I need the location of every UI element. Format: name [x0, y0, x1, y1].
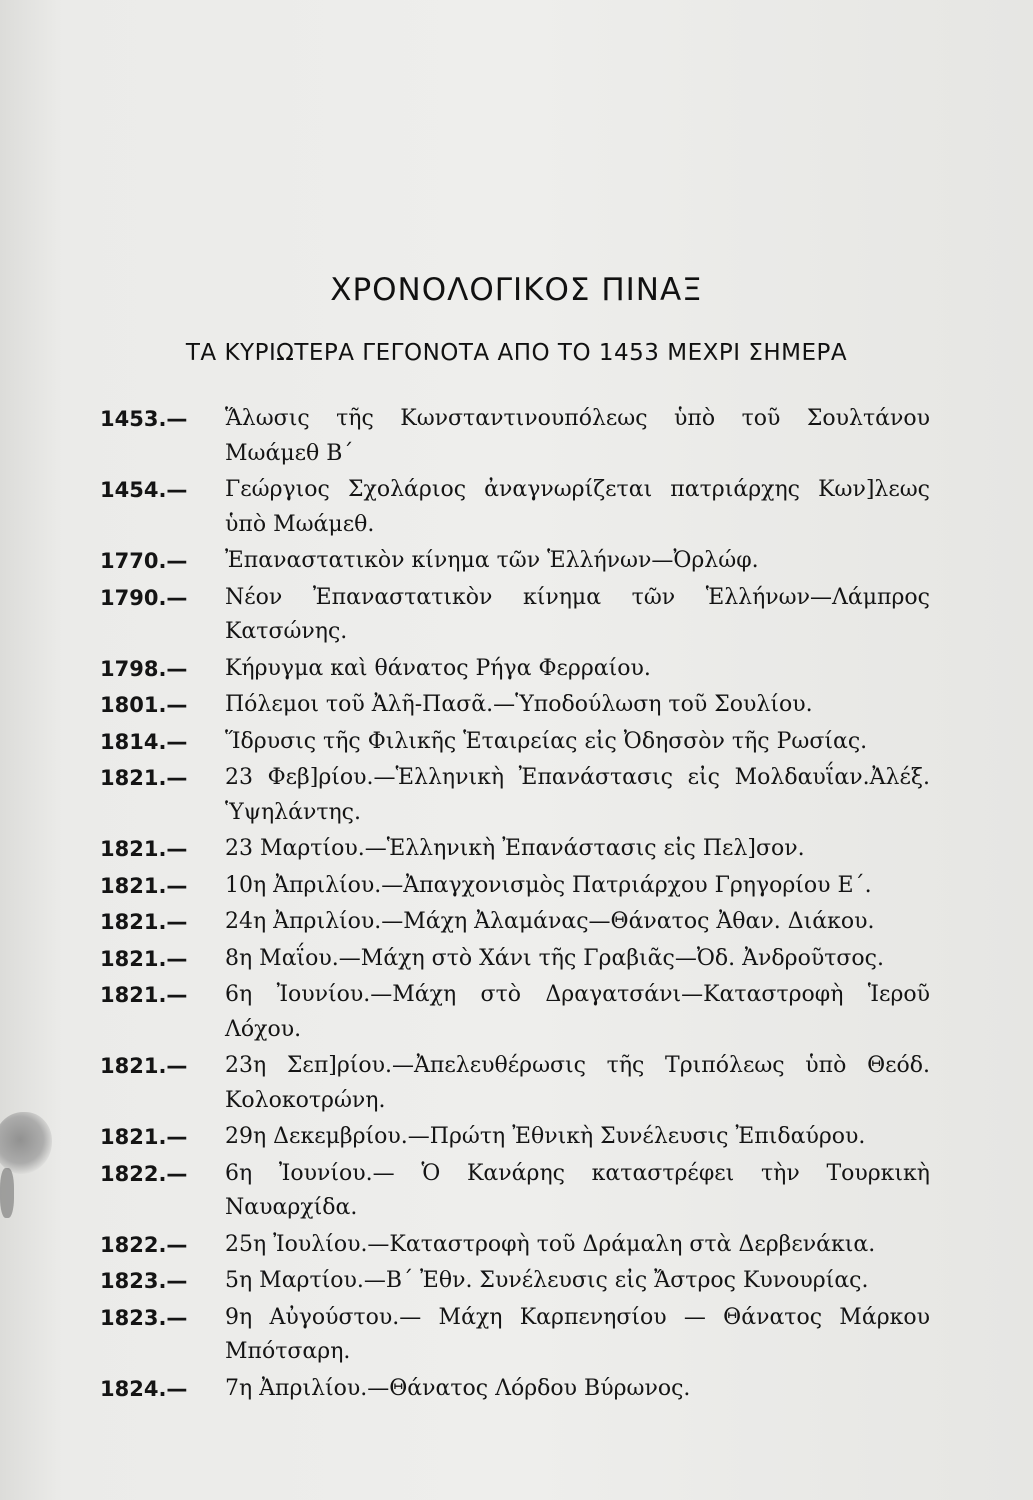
- entry-text: 23η Σεπ]ρίου.—Ἀπελευθέρωσις τῆς Τριπόλεως ὑπὸ Θεόδ. Κολοκοτρώνη.: [225, 1053, 930, 1113]
- entry-text: Γεώργιος Σχολάριος ἀναγνωρίζεται πατριάρχης Κων]λεως ὑπὸ Μωάμεθ.: [225, 477, 930, 537]
- entry-text: Ἅλωσις τῆς Κωνσταντινουπόλεως ὑπὸ τοῦ Σουλτάνου Μωάμεθ Β΄: [225, 406, 930, 466]
- entry-text: 24η Ἀπριλίου.—Μάχη Ἀλαμάνας—Θάνατος Ἀθαν. Διάκου.: [225, 909, 875, 934]
- entry-text: 23 Φεβ]ρίου.—Ἑλληνικὴ Ἐπανάστασις εἰς Μολδαυΐαν.Ἀλέξ. Ὑψηλάντης.: [225, 765, 930, 825]
- entry-text: 9η Αὐγούστου.— Μάχη Καρπενησίου — Θάνατος Μάρκου Μπότσαρη.: [225, 1304, 930, 1364]
- entry-year: 1798.—: [100, 656, 188, 681]
- entry-text: Ἵδρυσις τῆς Φιλικῆς Ἑταιρείας εἰς Ὀδησσὸν τῆς Ρωσίας.: [225, 728, 868, 754]
- chronology-entry: [100, 1301, 930, 1370]
- chronology-entry: [100, 473, 930, 542]
- ink-stain-edge: [0, 1168, 14, 1218]
- chronology-entry: [100, 1120, 930, 1155]
- chronology-entry: [100, 1228, 930, 1263]
- entry-year: 1821.—: [100, 1125, 188, 1149]
- entry-text: 10η Ἀπριλίου.—Ἀπαγχονισμὸς Πατριάρχου Γρηγορίου Ε΄.: [225, 872, 872, 898]
- entry-year: 1821.—: [100, 873, 188, 898]
- entry-year: 1821.—: [100, 910, 188, 934]
- entry-year: 1822.—: [100, 1232, 188, 1257]
- page-title: ΧΡΟΝΟΛΟΓΙΚΟΣ ΠΙΝΑΞ: [330, 272, 703, 308]
- chronology-list: [100, 402, 930, 1408]
- entry-year: 1821.—: [100, 766, 188, 790]
- entry-year: 1821.—: [100, 983, 188, 1007]
- entry-year: 1801.—: [100, 693, 188, 717]
- entry-year: 1454.—: [100, 478, 188, 502]
- entry-text: Ἐπαναστατικὸν κίνημα τῶν Ἑλλήνων—Ὀρλώφ.: [225, 548, 759, 573]
- ink-stain: [0, 1112, 52, 1174]
- chronology-entry: [100, 978, 930, 1047]
- entry-year: 1821.—: [100, 837, 188, 861]
- chronology-entry: [100, 581, 930, 650]
- entry-text: 23 Μαρτίου.—Ἑλληνικὴ Ἐπανάστασις εἰς Πελ]σον.: [225, 836, 805, 861]
- entry-text: 25η Ἰουλίου.—Καταστροφὴ τοῦ Δράμαλη στὰ Δερβενάκια.: [225, 1231, 876, 1257]
- entry-year: 1822.—: [100, 1161, 188, 1186]
- entry-year: 1790.—: [100, 585, 188, 610]
- entry-text: 8η Μαΐου.—Μάχη στὸ Χάνι τῆς Γραβιᾶς—Ὀδ. Ἀνδροῦτσος.: [225, 945, 884, 971]
- chronology-entry: [100, 725, 930, 760]
- chronology-entry: [100, 905, 930, 940]
- entry-text: 7η Ἀπριλίου.—Θάνατος Λόρδου Βύρωνος.: [225, 1375, 691, 1401]
- chronology-entry: [100, 544, 930, 579]
- entry-year: 1814.—: [100, 729, 188, 754]
- entry-year: 1770.—: [100, 549, 188, 573]
- chronology-entry: [100, 832, 930, 867]
- entry-text: 6η Ἰουνίου.—Μάχη στὸ Δραγατσάνι—Καταστροφὴ Ἱεροῦ Λόχου.: [225, 982, 930, 1042]
- entry-year: 1453.—: [100, 407, 188, 431]
- entry-text: 6η Ἰουνίου.— Ὁ Κανάρης καταστρέφει τὴν Τουρκικὴ Ναυαρχίδα.: [225, 1160, 930, 1220]
- chronology-entry: [100, 1049, 930, 1118]
- chronology-entry: [100, 1372, 930, 1407]
- entry-year: 1824.—: [100, 1376, 188, 1401]
- entry-text: Νέον Ἐπαναστατικὸν κίνημα τῶν Ἑλλήνων—Λάμπρος Κατσώνης.: [225, 584, 930, 644]
- entry-year: 1821.—: [100, 946, 188, 971]
- chronology-entry: [100, 1157, 930, 1226]
- entry-text: 29η Δεκεμβρίου.—Πρώτη Ἐθνικὴ Συνέλευσις Ἐπιδαύρου.: [225, 1124, 866, 1149]
- chronology-entry: [100, 869, 930, 904]
- chronology-entry: [100, 1264, 930, 1299]
- chronology-entry: [100, 652, 930, 687]
- entry-text: 5η Μαρτίου.—Β΄ Ἐθν. Συνέλευσις εἰς Ἄστρος Κυνουρίας.: [225, 1268, 869, 1293]
- chronology-entry: [100, 402, 930, 471]
- chronology-entry: [100, 688, 930, 723]
- chronology-entry: [100, 761, 930, 830]
- page-subtitle: ΤΑ ΚΥΡΙΩΤΕΡΑ ΓΕΓΟΝΟΤΑ ΑΠΟ ΤΟ 1453 ΜΕΧΡΙ ΣΗΜΕΡΑ: [185, 340, 848, 366]
- entry-year: 1821.—: [100, 1054, 188, 1078]
- entry-text: Κήρυγμα καὶ θάνατος Ρήγα Φερραίου.: [225, 655, 651, 681]
- chronology-entry: [100, 942, 930, 977]
- entry-year: 1823.—: [100, 1305, 188, 1330]
- entry-year: 1823.—: [100, 1269, 188, 1293]
- entry-text: Πόλεμοι τοῦ Ἀλῆ-Πασᾶ.—Ὑποδούλωση τοῦ Σουλίου.: [225, 692, 813, 717]
